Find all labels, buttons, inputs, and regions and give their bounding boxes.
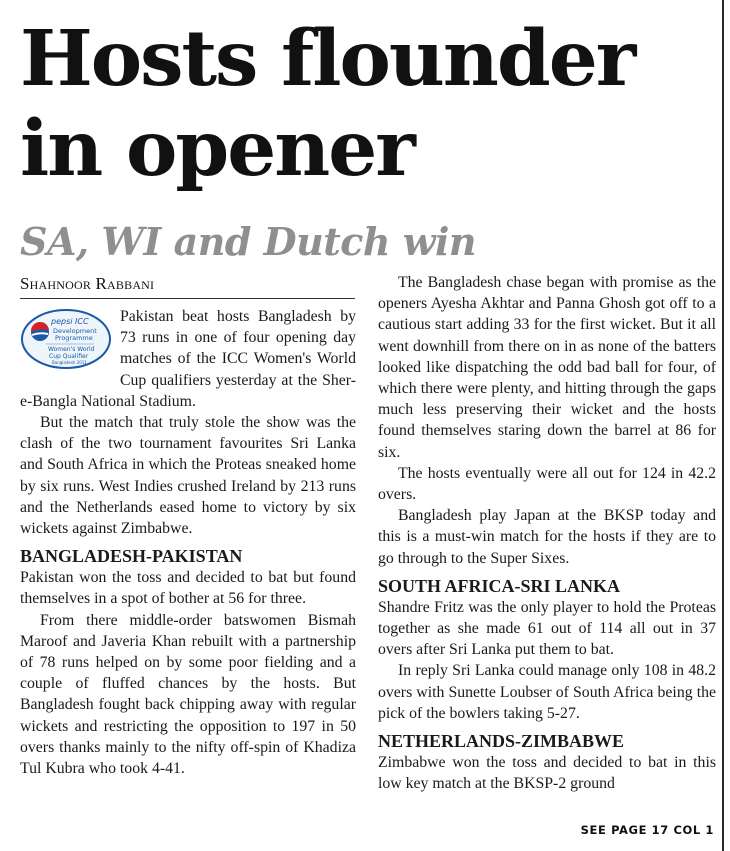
page-edge-rule: [722, 0, 724, 851]
byline-divider: [20, 298, 355, 299]
headline-line-2: in opener: [20, 104, 414, 194]
paragraph-right-3: Bangladesh play Japan at the BKSP today and this is a must-win match for the hosts if they are to go through to the Super Sixes.: [378, 507, 716, 567]
logo-line-4: Cup Qualifier: [49, 353, 89, 360]
paragraph-left-1: Pakistan beat hosts Bangladesh by 73 runs in one of four opening day matches of the ICC Women's World Cup qualifiers yesterday at the Sher-e-Bangla National Stadium.: [20, 308, 356, 410]
continuation-note: SEE PAGE 17 COL 1: [580, 823, 714, 837]
subheadline: SA, WI and Dutch win: [20, 219, 477, 264]
section-heading-netherlands-zimbabwe: NETHERLANDS-ZIMBABWE: [378, 731, 625, 752]
section-heading-bangladesh-pakistan: BANGLADESH-PAKISTAN: [20, 546, 243, 567]
paragraph-right-6: Zimbabwe won the toss and decided to bat in this low key match at the BKSP-2 ground: [378, 754, 716, 793]
article-column-left: [20, 306, 356, 779]
pepsi-icc-logo-icon: [20, 308, 112, 370]
paragraph-left-4: From there middle-order batswomen Bismah Maroof and Javeria Khan rebuilt with a partnership of 78 runs helped on by some poor fielding and a couple of fluffed chances by the hosts. But Bangladesh fought back chipping away with regular wickets and restricting the opposition to 197 in 50 overs thanks mainly to the nifty off-spin of Khadiza Tul Kubra who took 4-41.: [20, 611, 356, 778]
logo-line-1: Development: [53, 327, 97, 335]
byline: Shahnoor Rabbani: [20, 274, 155, 293]
paragraph-left-2: But the match that truly stole the show was the clash of the two tournament favourites Sri Lanka and South Africa in which the Proteas sneaked home by six runs. West Indies crushed Ireland by 213 runs and the Netherlands eased home to victory by six wickets against Zimbabwe.: [20, 414, 356, 538]
headline: [20, 14, 710, 194]
paragraph-right-4: Shandre Fritz was the only player to hold the Proteas together as she made 61 out of 114 all out in 37 overs after Sri Lanka put them to bat.: [378, 598, 716, 659]
headline-line-1: Hosts flounder: [20, 14, 635, 104]
article-column-right: [378, 272, 716, 794]
paragraph-left-3: Pakistan won the toss and decided to bat but found themselves in a spot of bother at 56 for three.: [20, 569, 356, 608]
logo-line-3: Women's World: [48, 346, 95, 353]
logo-line-2: Programme: [55, 334, 93, 342]
paragraph-right-5: In reply Sri Lanka could manage only 108 in 48.2 overs with Sunette Loubser of South Africa being the pick of the bowlers taking 5-27.: [378, 662, 716, 722]
section-heading-south-africa-sri-lanka: SOUTH AFRICA-SRI LANKA: [378, 575, 621, 596]
paragraph-right-1: The Bangladesh chase began with promise as the openers Ayesha Akhtar and Panna Ghosh got off to a cautious start adding 33 for the first wicket. But it all went downhill from there on in as none of the batters looked like dispatching the odd bad ball for four, of which there were plenty, and hitting through the gaps much less preserving their wicket and the hosts found themselves staring down the barrel at 86 for six.: [378, 274, 716, 461]
logo-line-5: Bangladesh 2011: [52, 360, 87, 365]
paragraph-right-2: The hosts eventually were all out for 124 in 42.2 overs.: [378, 464, 716, 504]
logo-brand: pepsi ICC: [51, 317, 89, 326]
